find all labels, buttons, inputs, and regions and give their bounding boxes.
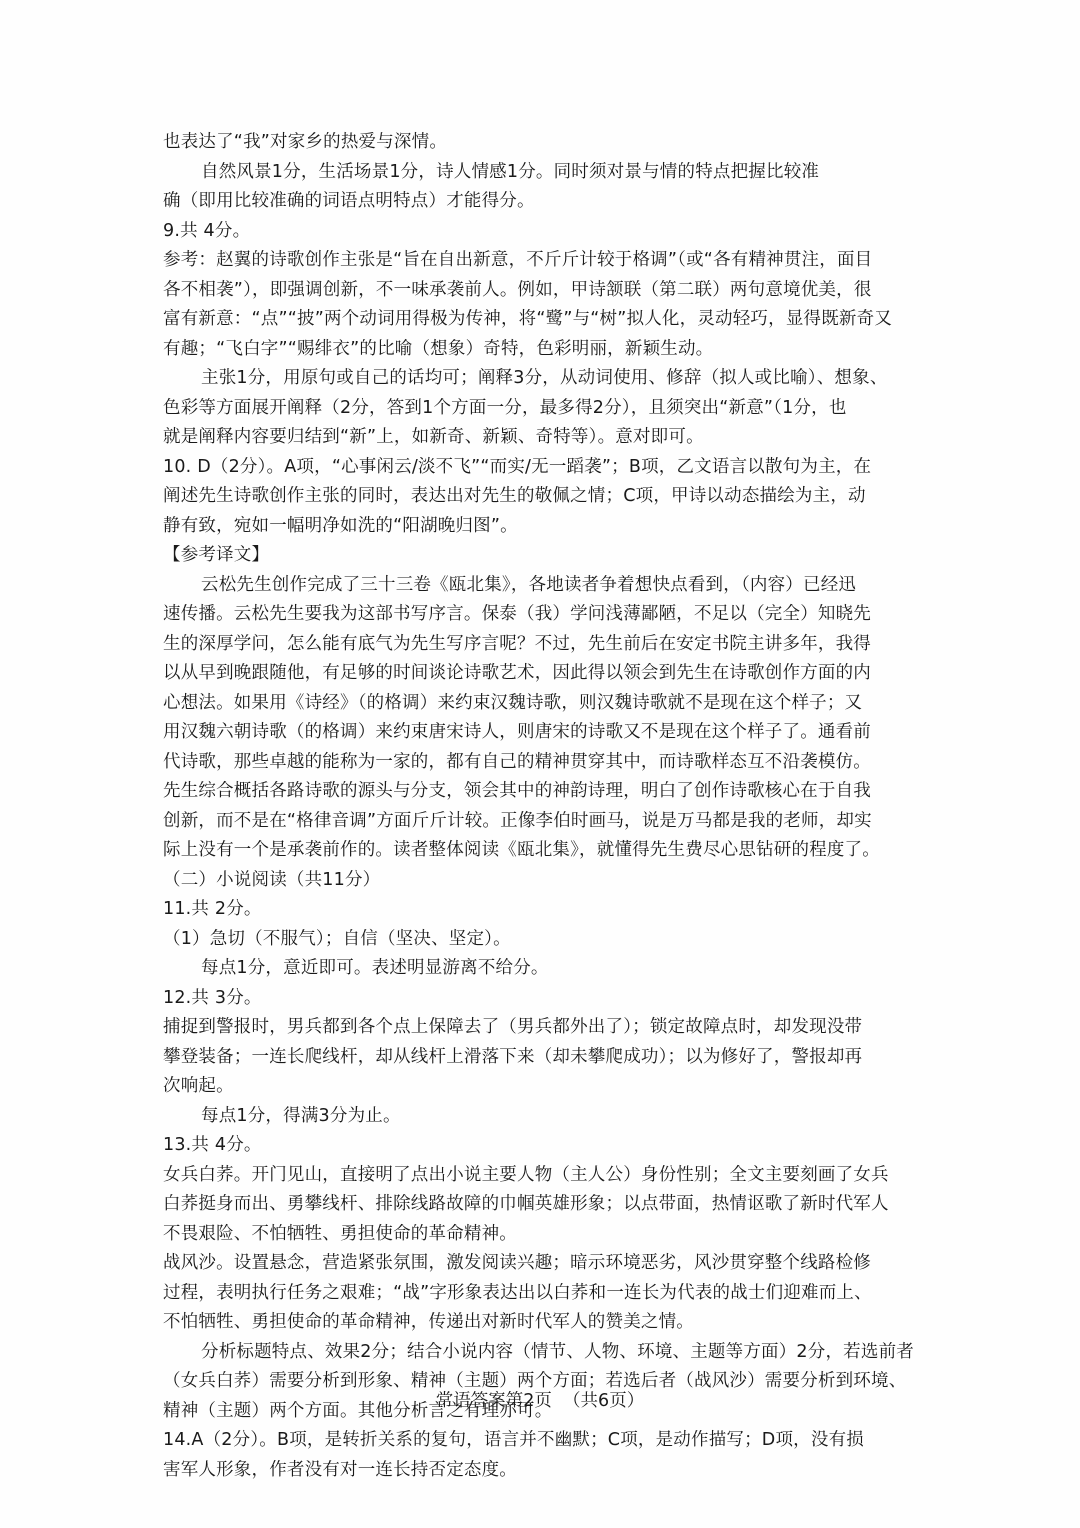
text-line: （1）急切（不服气）；自信（坚决、坚定）。 xyxy=(163,928,511,949)
text-line: 自然风景1分，生活场景1分，诗人情感1分。同时须对景与情的特点把握比较准 xyxy=(201,161,820,182)
text-line: （女兵白荞）需要分析到形象、精神（主题）两个方面；若选后者（战风沙）需要分析到环境、 xyxy=(163,1371,907,1391)
text-line: 11.共 2分。 xyxy=(163,899,262,919)
text-line: 过程，表明执行任务之艰难；“战”字形象表达出以白荞和一连长为代表的战士们迎难而上、 xyxy=(163,1282,872,1303)
text-line: 用汉魏六朝诗歌（的格调）来约束唐宋诗人，则唐宋的诗歌又不是现在这个样子了。通看前 xyxy=(163,722,871,742)
text-line: 主张1分，用原句或自己的话均可；阐释3分，从动词使用、修辞（拟人或比喻）、想象、 xyxy=(201,368,888,388)
text-line: 创新，而不是在“格律音调”方面斤斤计较。正像李伯时画马，说是万马都是我的老师，却实 xyxy=(163,810,872,831)
text-line: 先生综合概括各路诗歌的源头与分支，领会其中的神韵诗理，明白了创作诗歌核心在于自我 xyxy=(163,781,871,801)
text-line: 确（即用比较准确的词语点明特点）才能得分。 xyxy=(163,191,535,211)
text-line: 【参考译文】 xyxy=(163,545,270,565)
text-line: 不畏艰险、不怕牺牲、勇担使命的革命精神。 xyxy=(163,1223,517,1244)
text-line: 害军人形象，作者没有对一连长持否定态度。 xyxy=(163,1459,517,1480)
text-line: 攀登装备；一连长爬线杆，却从线杆上滑落下来（却未攀爬成功）；以为修好了，警报却再 xyxy=(163,1046,863,1067)
text-line: （二）小说阅读（共11分） xyxy=(163,869,381,890)
text-line: 参考：赵翼的诗歌创作主张是“旨在自出新意，不斤斤计较于格调”（或“各有精神贯注，面目 xyxy=(163,250,873,270)
text-line: 也表达了“我”对家乡的热爱与深情。 xyxy=(163,132,448,152)
text-line: 以从早到晚跟随他，有足够的时间谈论诗歌艺术，因此得以领会到先生在诗歌创作方面的内 xyxy=(163,663,871,683)
text-line: 10. D（2分）。A项，“心事闲云/淡不飞”“而实/无一蹈袭”；B项，乙文语言以散句为主，在 xyxy=(163,456,872,477)
text-line: 次响起。 xyxy=(163,1076,234,1096)
text-line: 速传播。云松先生要我为这部书写序言。保泰（我）学问浅薄鄙陋，不足以（完全）知晓先 xyxy=(163,604,871,624)
text-line: 际上没有一个是承袭前作的。读者整体阅读《瓯北集》，就懂得先生费尽心思钻研的程度了。 xyxy=(163,840,880,860)
text-line: 阐述先生诗歌创作主张的同时，表达出对先生的敬佩之情；C项，甲诗以动态描绘为主，动 xyxy=(163,486,866,506)
text-line: 女兵白荞。开门见山，直接明了点出小说主要人物（主人公）身份性别；全文主要刻画了女兵 xyxy=(163,1164,889,1185)
answer-text-body xyxy=(163,128,923,1485)
text-line: 生的深厚学问，怎么能有底气为先生写序言呢？不过，先生前后在安定书院主讲多年，我得 xyxy=(163,633,871,654)
text-line: 捕捉到警报时，男兵都到各个点上保障去了（男兵都外出了）；锁定故障点时，却发现没带 xyxy=(163,1017,863,1037)
text-line: 色彩等方面展开阐释（2分，答到1个方面一分，最多得2分），且须突出“新意”（1分，也 xyxy=(163,397,847,418)
text-line: 9.共 4分。 xyxy=(163,220,251,241)
text-line: 12.共 3分。 xyxy=(163,987,262,1008)
text-line: 14.A（2分）。B项，是转折关系的复句，语言并不幽默；C项，是动作描写；D项，没有损 xyxy=(163,1430,864,1450)
text-line: 分析标题特点、效果2分；结合小说内容（情节、人物、环境、主题等方面）2分，若选前者 xyxy=(201,1341,914,1362)
text-line: 各不相袭”），即强调创新，不一味承袭前人。例如，甲诗颔联（第二联）两句意境优美，很 xyxy=(163,279,872,300)
page-footer: 常语答案第2页 （共6页） xyxy=(435,1391,645,1411)
text-line: 静有致，宛如一幅明净如洗的“阳湖晚归图”。 xyxy=(163,515,518,536)
text-line: 富有新意：“点”“披”两个动词用得极为传神，将“鹭”与“树”拟人化，灵动轻巧，显得既新奇又 xyxy=(163,309,893,329)
text-line: 13.共 4分。 xyxy=(163,1135,262,1155)
text-line: 白荞挺身而出、勇攀线杆、排除线路故障的巾帼英雄形象；以点带面，热情讴歌了新时代军人 xyxy=(163,1194,889,1214)
text-line: 心想法。如果用《诗经》（的格调）来约束汉魏诗歌，则汉魏诗歌就不是现在这个样子；又 xyxy=(163,692,863,713)
text-line: 战风沙。设置悬念，营造紧张氛围，激发阅读兴趣；暗示环境恶劣，风沙贯穿整个线路检修 xyxy=(163,1253,871,1273)
text-line: 云松先生创作完成了三十三卷《瓯北集》，各地读者争着想快点看到，（内容）已经迅 xyxy=(201,574,857,595)
text-line: 不怕牺牲、勇担使命的革命精神，传递出对新时代军人的赞美之情。 xyxy=(163,1312,694,1332)
text-line: 有趣；“飞白字”“赐绯衣”的比喻（想象）奇特，色彩明丽，新颖生动。 xyxy=(163,338,714,359)
text-line: 每点1分，得满3分为止。 xyxy=(201,1105,401,1126)
text-line: 精神（主题）两个方面。其他分析言之有理亦可。 xyxy=(163,1400,553,1421)
text-line: 每点1分，意近即可。表述明显游离不给分。 xyxy=(201,958,549,978)
text-line: 就是阐释内容要归结到“新”上，如新奇、新颖、奇特等）。意对即可。 xyxy=(163,427,704,447)
text-line: 代诗歌，那些卓越的能称为一家的，都有自己的精神贯穿其中，而诗歌样态互不沿袭模仿。 xyxy=(163,751,871,772)
